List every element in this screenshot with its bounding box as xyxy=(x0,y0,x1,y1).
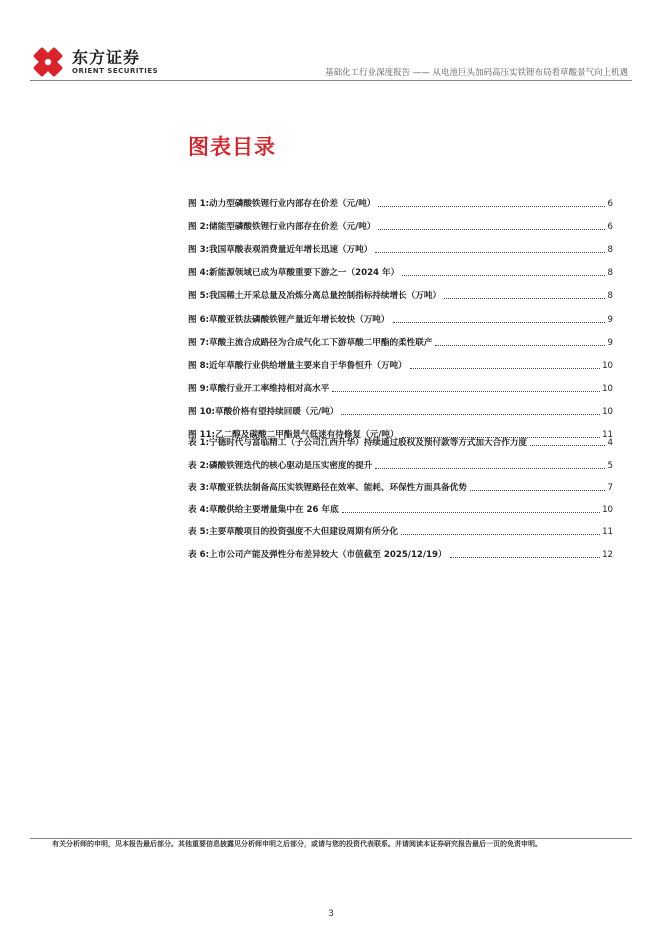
toc-entry[interactable] xyxy=(188,515,613,537)
toc-entry-page: 9 xyxy=(607,314,613,325)
toc-entry-label: 图 1: xyxy=(188,199,210,210)
toc-entry-page: 4 xyxy=(607,438,613,449)
toc-entry-label: 表 5: xyxy=(188,527,210,538)
toc-entry[interactable] xyxy=(188,186,613,209)
toc-entry-label: 图 2: xyxy=(188,222,210,233)
toc-entry-title: 我国草酸表观消费量近年增长迅速（万吨） xyxy=(209,245,373,256)
toc-entry-label: 表 6: xyxy=(188,549,210,560)
toc-leader-dots xyxy=(402,275,605,276)
toc-entry[interactable] xyxy=(188,537,613,559)
toc-leader-dots xyxy=(470,490,605,491)
toc-entry-title: 上市公司产能及弹性分布差异较大（市值截至 2025/12/19） xyxy=(209,549,447,560)
toc-entry[interactable] xyxy=(188,325,613,348)
toc-entry-label: 图 10: xyxy=(188,406,215,417)
toc-leader-dots xyxy=(450,557,600,558)
toc-entry-page: 6 xyxy=(607,222,613,233)
toc-entry-label: 图 7: xyxy=(188,337,210,348)
toc-entry-label: 表 3: xyxy=(188,482,210,493)
toc-heading: 图表目录 xyxy=(188,135,276,159)
toc-entry-page: 9 xyxy=(607,337,613,348)
toc-entry[interactable] xyxy=(188,426,613,448)
toc-entry-title: 宁德时代与富临精工（子公司江西升华）持续通过股权及预付款等方式加大合作力度 xyxy=(209,438,527,449)
toc-entry-title: 草酸主流合成路径为合成气化工下游草酸二甲酯的柔性联产 xyxy=(209,337,433,348)
toc-entry-title: 新能源领域已成为草酸重要下游之一（2024 年） xyxy=(209,268,400,279)
toc-entry-page: 11 xyxy=(602,430,613,441)
page-number: 3 xyxy=(328,909,334,919)
toc-entry-page: 6 xyxy=(607,199,613,210)
toc-entry-title: 近年草酸行业供给增量主要来自于华鲁恒升（万吨） xyxy=(209,360,407,371)
toc-entry-page: 11 xyxy=(602,527,613,538)
page-header xyxy=(0,0,662,90)
toc-entry-title: 磷酸铁锂迭代的核心驱动是压实密度的提升 xyxy=(209,460,373,471)
toc-leader-dots xyxy=(375,252,605,253)
toc-entry-page: 10 xyxy=(602,406,613,417)
logo-english-name: ORIENT SECURITIES xyxy=(72,67,159,75)
toc-entry-title: 主要草酸项目的投资强度不大但建设周期有所分化 xyxy=(209,527,399,538)
toc-entry-title: 乙二醇及碳酸二甲酯景气低迷有待修复（元/吨） xyxy=(214,430,399,441)
toc-entry[interactable] xyxy=(188,394,613,417)
toc-leader-dots xyxy=(401,534,600,535)
toc-entry-label: 表 4: xyxy=(188,505,210,516)
orient-securities-logo-icon xyxy=(30,44,66,80)
toc-entry-title: 草酸价格有望持续回暖（元/吨） xyxy=(214,406,339,417)
toc-entry-page: 5 xyxy=(607,460,613,471)
toc-entry-page: 12 xyxy=(602,549,613,560)
toc-leader-dots xyxy=(332,391,600,392)
toc-entry-label: 图 4: xyxy=(188,268,210,279)
toc-entry[interactable] xyxy=(188,278,613,301)
figure-list xyxy=(188,186,613,440)
toc-entry-page: 10 xyxy=(602,383,613,394)
toc-entry[interactable] xyxy=(188,448,613,470)
toc-entry-label: 图 8: xyxy=(188,360,210,371)
toc-leader-dots xyxy=(342,512,600,513)
company-logo xyxy=(30,44,170,80)
toc-leader-dots xyxy=(444,298,605,299)
toc-entry-title: 动力型磷酸铁锂行业内部存在价差（元/吨） xyxy=(209,199,376,210)
toc-entry-page: 8 xyxy=(607,291,613,302)
disclaimer-text: 有关分析师的申明，见本报告最后部分。其他重要信息披露见分析师申明之后部分，或请与您的投资代表联系。并请阅读本证券研究报告最后一页的免责申明。 xyxy=(52,840,542,848)
toc-entry[interactable] xyxy=(188,471,613,493)
toc-entry[interactable] xyxy=(188,493,613,515)
toc-entry-title: 我国稀土开采总量及冶炼分离总量控制指标持续增长（万吨） xyxy=(209,291,442,302)
toc-entry-title: 草酸亚铁法磷酸铁锂产量近年增长较快（万吨） xyxy=(209,314,390,325)
toc-entry-label: 图 3: xyxy=(188,245,210,256)
toc-entry[interactable] xyxy=(188,371,613,394)
toc-entry-page: 7 xyxy=(607,482,613,493)
toc-entry[interactable] xyxy=(188,348,613,371)
header-divider xyxy=(30,80,632,81)
toc-entry-page: 8 xyxy=(607,268,613,279)
toc-entry-label: 表 2: xyxy=(188,460,210,471)
logo-chinese-name: 东方证券 xyxy=(72,48,141,67)
toc-leader-dots xyxy=(341,414,600,415)
toc-leader-dots xyxy=(393,322,606,323)
toc-leader-dots xyxy=(378,206,605,207)
toc-entry-label: 图 9: xyxy=(188,383,210,394)
toc-leader-dots xyxy=(378,229,605,230)
report-title: 基础化工行业深度报告 —— 从电池巨头加码高压实铁锂布局看草酸景气向上机遇 xyxy=(325,68,628,78)
toc-entry-title: 储能型磷酸铁锂行业内部存在价差（元/吨） xyxy=(209,222,376,233)
toc-entry-page: 10 xyxy=(602,505,613,516)
toc-entry-title: 草酸供给主要增量集中在 26 年底 xyxy=(209,505,339,516)
table-list xyxy=(188,426,613,560)
toc-entry[interactable] xyxy=(188,255,613,278)
toc-leader-dots xyxy=(530,445,605,446)
toc-entry-title: 草酸行业开工率维持相对高水平 xyxy=(209,383,330,394)
toc-leader-dots xyxy=(375,468,605,469)
toc-entry-page: 8 xyxy=(607,245,613,256)
toc-entry[interactable] xyxy=(188,232,613,255)
toc-entry-title: 草酸亚铁法制备高压实铁锂路径在效率、能耗、环保性方面具备优势 xyxy=(209,482,467,493)
toc-entry-label: 表 1: xyxy=(188,438,210,449)
toc-entry-label: 图 5: xyxy=(188,291,210,302)
toc-entry[interactable] xyxy=(188,301,613,324)
toc-leader-dots xyxy=(410,368,600,369)
toc-leader-dots xyxy=(435,345,605,346)
toc-entry-label: 图 11: xyxy=(188,430,215,441)
toc-entry[interactable] xyxy=(188,209,613,232)
toc-entry-page: 10 xyxy=(602,360,613,371)
toc-entry-label: 图 6: xyxy=(188,314,210,325)
